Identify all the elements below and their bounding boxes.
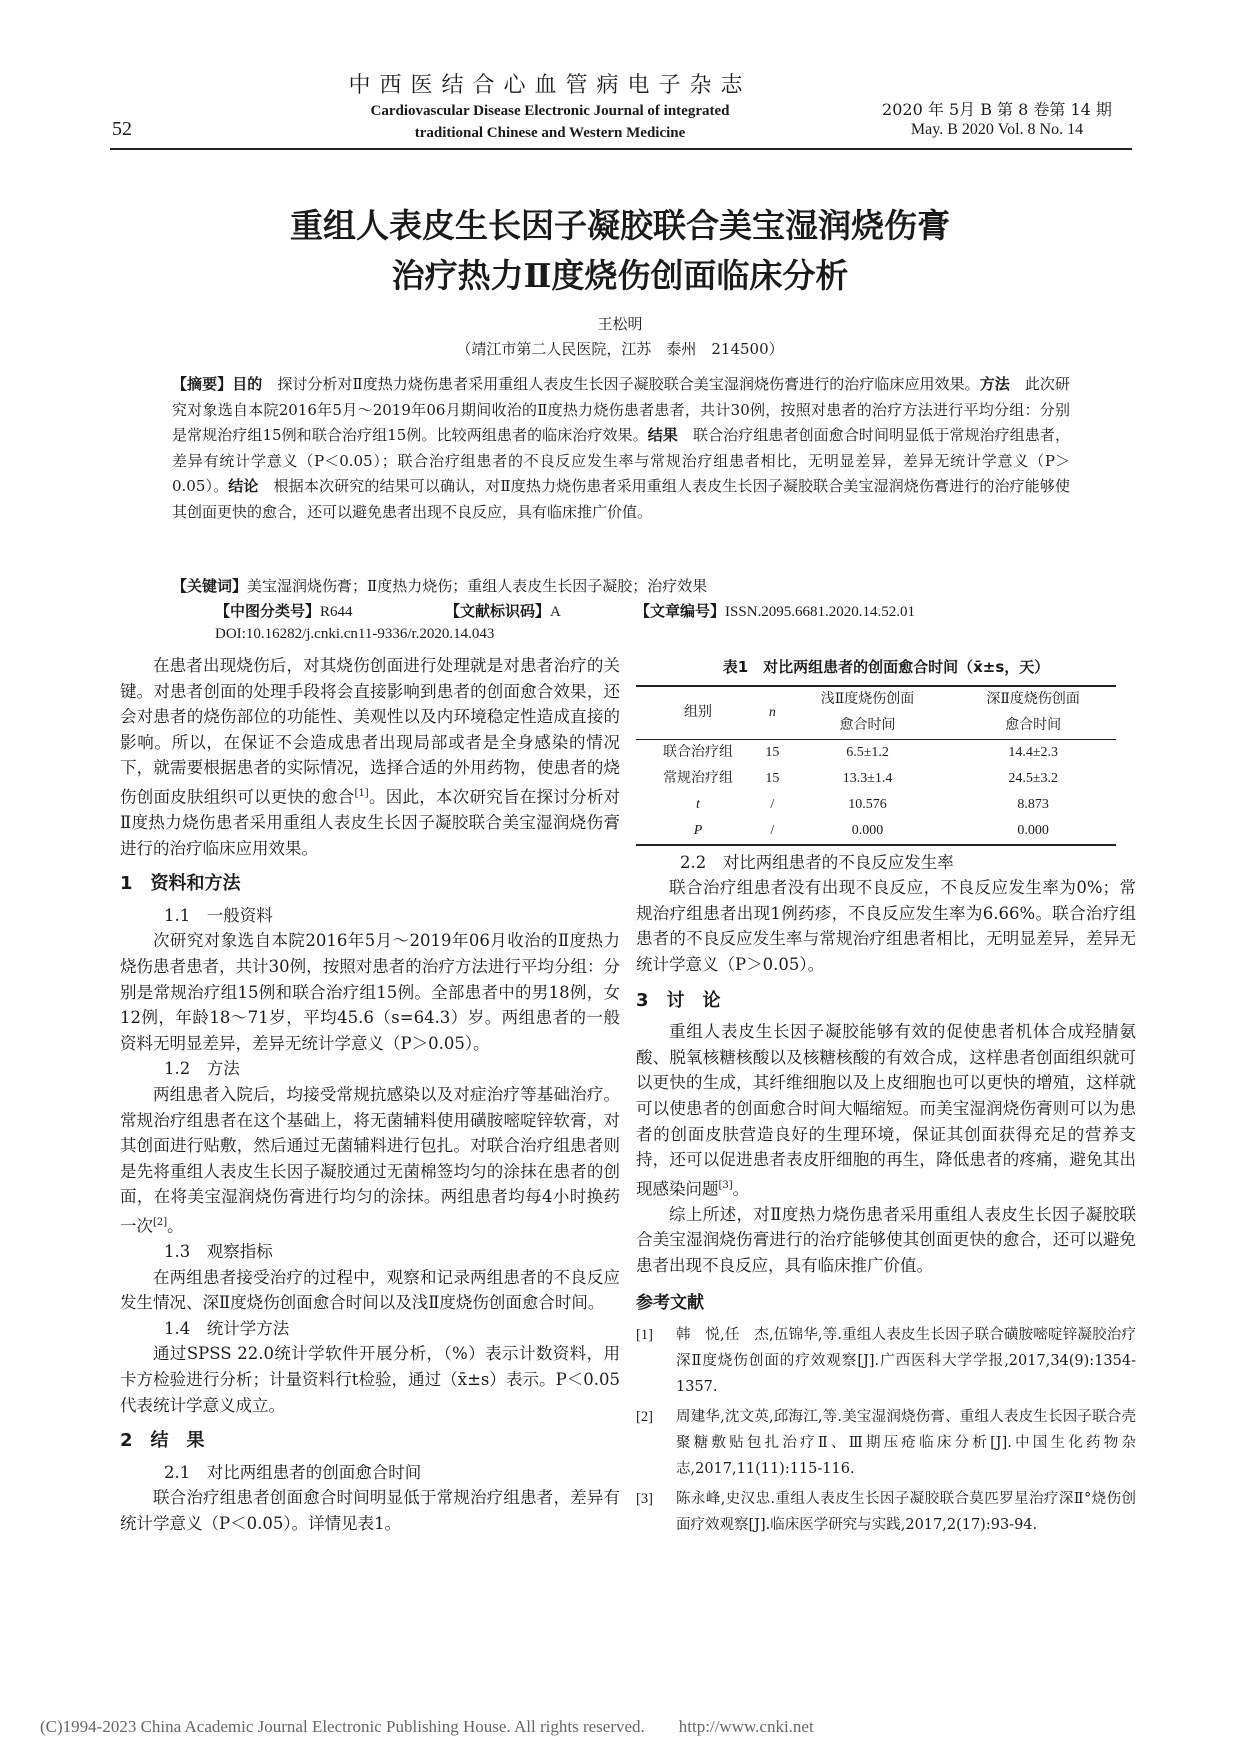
section-3-citation: [3] [718, 1179, 733, 1191]
table-row [636, 818, 1116, 845]
table-header-deep-l1: 深Ⅱ度烧伤创面 [950, 686, 1116, 713]
section-1-2-text: 两组患者入院后，均接受常规抗感染以及对症治疗等基础治疗。常规治疗组患者在这个基础上，将无菌辅料使用磺胺嘧啶锌软膏，对其创面进行贴敷，然后通过无菌辅料进行包扎。对联合治疗组患者则是先将重组人表皮生长因子凝胶通过无菌棉签均匀的涂抹在患者的创面，在将美宝湿润烧伤膏进行均匀的涂抹。两组患者均每4小时换药一次 [120, 1085, 620, 1236]
journal-title-en-line2: traditional Chinese and Western Medicine [414, 125, 686, 141]
abstract-purpose-label: 目的 [232, 375, 263, 393]
article-number-label: 【文章编号】 [635, 602, 726, 620]
clc-label: 【中图分类号】 [215, 602, 321, 620]
table-header-deep-l2: 愈合时间 [950, 713, 1116, 740]
intro-paragraph [120, 653, 620, 861]
table-header-n: n [760, 686, 785, 740]
abstract-method-label: 方法 [979, 375, 1010, 393]
abstract-purpose: 探讨分析对Ⅱ度热力烧伤患者采用重组人表皮生长因子凝胶联合美宝湿润烧伤膏进行的治疗临床应用效果。 [277, 375, 980, 393]
table-cell-deep: 0.000 [950, 818, 1116, 845]
issue-info-cn: 2020 年 5月 B 第 8 卷第 14 期 [882, 100, 1112, 119]
header-divider [110, 148, 1132, 150]
doi: DOI:10.16282/j.cnki.cn11-9336/r.2020.14.043 [215, 626, 495, 642]
section-1-1-text: 次研究对象选自本院2016年5月～2019年06月收治的Ⅱ度热力烧伤患者患者，共计30例，按照对患者的治疗方法进行平均分组：分别是常规治疗组15例和联合治疗组15例。全部患者中的男18例，女12例，年龄18～71岁，平均45.6（s=64.3）岁。两组患者的一般资料无明显差异，差异无统计学意义（P＞0.05）。 [120, 931, 620, 1053]
table-cell-deep: 24.5±3.2 [1008, 770, 1059, 786]
section-1-3-text: 在两组患者接受治疗的过程中，观察和记录两组患者的不良反应发生情况、深Ⅱ度烧伤创面愈合时间以及浅Ⅱ度烧伤创面愈合时间。 [120, 1267, 620, 1313]
reference-number: [1] [636, 1327, 653, 1344]
table-header-shallow-l1: 浅Ⅱ度烧伤创面 [785, 686, 951, 713]
abstract-method: 此次研究对象选自本院2016年5月～2019年06月期间收治的Ⅱ度热力烧伤患者患者，共计30例，按照对患者的治疗方法进行平均分组：分别是常规治疗组15例和联合治疗组15例。比较两组患者的临床治疗效果。 [172, 375, 1070, 444]
section-2-heading: 2 结 果 [120, 1430, 205, 1452]
table-header-shallow-l2: 愈合时间 [785, 713, 951, 740]
section-1-3-heading: 1.3 观察指标 [164, 1242, 273, 1262]
author: 王松明 [597, 315, 643, 333]
reference-number: [2] [636, 1409, 653, 1426]
article-title-line2: 治疗热力Ⅱ度烧伤创面临床分析 [391, 256, 849, 295]
table-cell-n: 15 [765, 744, 780, 760]
table-cell-n: / [770, 796, 775, 812]
section-2-1-text: 联合治疗组患者创面愈合时间明显低于常规治疗组患者，差异有统计学意义（P＜0.05）。详情见表1。 [120, 1488, 620, 1533]
table-cell-shallow: 10.576 [848, 796, 887, 812]
section-2-2-heading: 2.2 对比两组患者的不良反应发生率 [680, 852, 954, 872]
intro-text: 在患者出现烧伤后，对其烧伤创面进行处理就是对患者治疗的关键。对患者创面的处理手段将会直接影响到患者的创面愈合效果，还会对患者的烧伤部位的功能性、美观性以及内环境稳定性造成直接的影响。所以，在保证不会造成患者出现局部或者是全身感染的情况下，就需要根据患者的实际情况，选择合适的外用药物，使患者的烧伤创面皮肤组织可以更快的愈合 [120, 656, 620, 807]
reference-text: 周建华,沈文英,邱海江,等.美宝湿润烧伤膏、重组人表皮生长因子联合壳聚糖敷贴包扎治疗Ⅱ、Ⅲ期压疮临床分析[J].中国生化药物杂志,2017,11(11):115-116. [676, 1409, 1136, 1478]
doc-code [445, 600, 561, 621]
doc-value: A [550, 604, 561, 620]
issue-info-en: May. B 2020 Vol. 8 No. 14 [910, 121, 1084, 138]
journal-title-en [310, 100, 790, 144]
table-cell-n: 15 [765, 770, 780, 786]
table-cell-shallow: 6.5±1.2 [846, 744, 889, 760]
abstract-conclusion: 根据本次研究的结果可以确认，对Ⅱ度热力烧伤患者采用重组人表皮生长因子凝胶联合美宝湿润烧伤膏进行的治疗能够使其创面更快的愈合，还可以避免患者出现不良反应，具有临床推广价值。 [172, 477, 1070, 521]
article-title-line1: 重组人表皮生长因子凝胶联合美宝湿润烧伤膏 [290, 206, 950, 245]
keywords-label: 【关键词】 [172, 577, 248, 595]
section-1-4-text: 通过SPSS 22.0统计学软件开展分析，（%）表示计数资料，用卡方检验进行分析；计量资料行t检验，通过（x̄±s）表示。P＜0.05代表统计学意义成立。 [120, 1344, 620, 1415]
references-heading: 参考文献 [636, 1292, 704, 1313]
table-1-caption: 表1 对比两组患者的创面愈合时间（x̄±s，天） [722, 658, 1050, 676]
table-cell-group: 常规治疗组 [662, 770, 733, 786]
table-cell-deep: 14.4±2.3 [1008, 744, 1059, 760]
table-row [636, 739, 1116, 766]
table-cell-group: 联合治疗组 [662, 744, 733, 760]
section-3-text-1: 重组人表皮生长因子凝胶能够有效的促使患者机体合成羟腈氨酸、脱氧核糖核酸以及核糖核酸的有效合成，这样患者创面组织就可以更快的生成，其纤维细胞以及上皮细胞也可以更快的增殖，这样就可以使患者的创面愈合时间大幅缩短。而美宝湿润烧伤膏则可以为患者的创面皮肤营造良好的生理环境，保证其创面获得充足的营养支持，还可以促进患者表皮肝细胞的再生，降低患者的疼痛，避免其出现感染问题 [636, 1022, 1136, 1199]
copyright-footer: (C)1994-2023 China Academic Journal Electronic Publishing House. All rights reserved. http://www.cnki.net [40, 1717, 814, 1736]
reference-number: [3] [636, 1491, 653, 1508]
table-cell-shallow: 13.3±1.4 [842, 770, 893, 786]
abstract-label: 【摘要】 [172, 375, 233, 393]
section-1-heading: 1 资料和方法 [120, 873, 241, 895]
section-3-text-2: 综上所述，对Ⅱ度热力烧伤患者采用重组人表皮生长因子凝胶联合美宝湿润烧伤膏进行的治疗能够使其创面更快的愈合，还可以避免患者出现不良反应，具有临床推广价值。 [636, 1204, 1136, 1275]
abstract [172, 372, 1070, 525]
classification-row [215, 600, 1095, 624]
table-row [636, 792, 1116, 818]
table-cell-group: t [696, 796, 700, 812]
table-row [636, 766, 1116, 792]
section-2-2-text: 联合治疗组患者没有出现不良反应，不良反应发生率为0%；常规治疗组患者出现1例药疹，不良反应发生率为6.66%。联合治疗组患者的不良反应发生率与常规治疗组患者相比，无明显差异，差异无统计学意义（P＞0.05）。 [636, 878, 1136, 974]
abstract-result-label: 结果 [647, 426, 678, 444]
reference-item [636, 1404, 1136, 1482]
section-1-4-heading: 1.4 统计学方法 [164, 1318, 290, 1338]
reference-item [636, 1486, 1136, 1538]
intro-citation: [1] [354, 787, 369, 799]
affiliation: （靖江市第二人民医院，江苏 泰州 214500） [456, 340, 784, 358]
table-cell-n: / [760, 818, 785, 845]
section-3-heading: 3 讨 论 [636, 989, 721, 1011]
journal-title-cn: 中西医结合心血管病电子杂志 [348, 73, 752, 98]
table-header-group: 组别 [636, 686, 760, 740]
table-1 [636, 685, 1116, 846]
clc-value: R644 [320, 604, 353, 620]
reference-text: 陈永峰,史汉忠.重组人表皮生长因子凝胶联合莫匹罗星治疗深Ⅱ°烧伤创面疗效观察[J].临床医学研究与实践,2017,2(17):93-94. [676, 1491, 1136, 1534]
keywords-text: 美宝湿润烧伤膏；Ⅱ度热力烧伤；重组人表皮生长因子凝胶；治疗效果 [247, 577, 708, 595]
table-cell-deep: 8.873 [1017, 796, 1049, 812]
table-cell-group: P [636, 818, 760, 845]
page-number: 52 [112, 118, 132, 140]
reference-item [636, 1322, 1136, 1400]
section-2-1-heading: 2.1 对比两组患者的创面愈合时间 [164, 1462, 422, 1482]
doc-label: 【文献标识码】 [445, 602, 551, 620]
left-column [120, 653, 620, 1537]
section-1-1-heading: 1.1 一般资料 [164, 905, 273, 925]
keywords [172, 575, 1070, 596]
clc-code [215, 600, 353, 621]
right-column [636, 653, 1136, 1542]
reference-text: 韩 悦,任 杰,伍锦华,等.重组人表皮生长因子联合磺胺嘧啶锌凝胶治疗深Ⅱ度烧伤创面的疗效观察[J].广西医科大学学报,2017,34(9):1354-1357. [676, 1327, 1136, 1396]
article-number [635, 600, 915, 621]
article-number-value: ISSN.2095.6681.2020.14.52.01 [725, 604, 916, 620]
section-3-paragraph-1: 重组人表皮生长因子凝胶能够有效的促使患者机体合成羟腈氨酸、脱氧核糖核酸以及核糖核酸的有效合成，这样患者创面组织就可以更快的生成，其纤维细胞以及上皮细胞也可以更快的增殖，这样就可以使患者的创面愈合时间大幅缩短。而美宝湿润烧伤膏则可以为患者的创面皮肤营造良好的生理环境，保证其创面获得充足的营养支持，还可以促进患者表皮肝细胞的再生，降低患者的疼痛，避免其出现感染问题[3]。 [636, 1022, 1136, 1199]
section-1-2-citation: [2] [153, 1216, 168, 1228]
table-cell-shallow: 0.000 [785, 818, 951, 845]
abstract-result: 联合治疗组患者创面愈合时间明显低于常规治疗组患者，差异有统计学意义（P＜0.05）；联合治疗组患者的不良反应发生率与常规治疗组患者相比，无明显差异，差异无统计学意义（P＞0.05）。 [172, 426, 1070, 495]
intro-tail: 。因此，本次研究旨在探讨分析对Ⅱ度热力烧伤患者采用重组人表皮生长因子凝胶联合美宝湿润烧伤膏进行的治疗临床应用效果。 [120, 787, 621, 858]
section-1-2-paragraph: 两组患者入院后，均接受常规抗感染以及对症治疗等基础治疗。常规治疗组患者在这个基础上，将无菌辅料使用磺胺嘧啶锌软膏，对其创面进行贴敷，然后通过无菌辅料进行包扎。对联合治疗组患者则是先将重组人表皮生长因子凝胶通过无菌棉签均匀的涂抹在患者的创面，在将美宝湿润烧伤膏进行均匀的涂抹。两组患者均每4小时换药一次[2]。 [120, 1085, 620, 1236]
abstract-conclusion-label: 结论 [228, 477, 259, 495]
section-1-2-heading: 1.2 方法 [164, 1059, 240, 1079]
journal-title-en-line1: Cardiovascular Disease Electronic Journal of integrated [370, 103, 730, 119]
